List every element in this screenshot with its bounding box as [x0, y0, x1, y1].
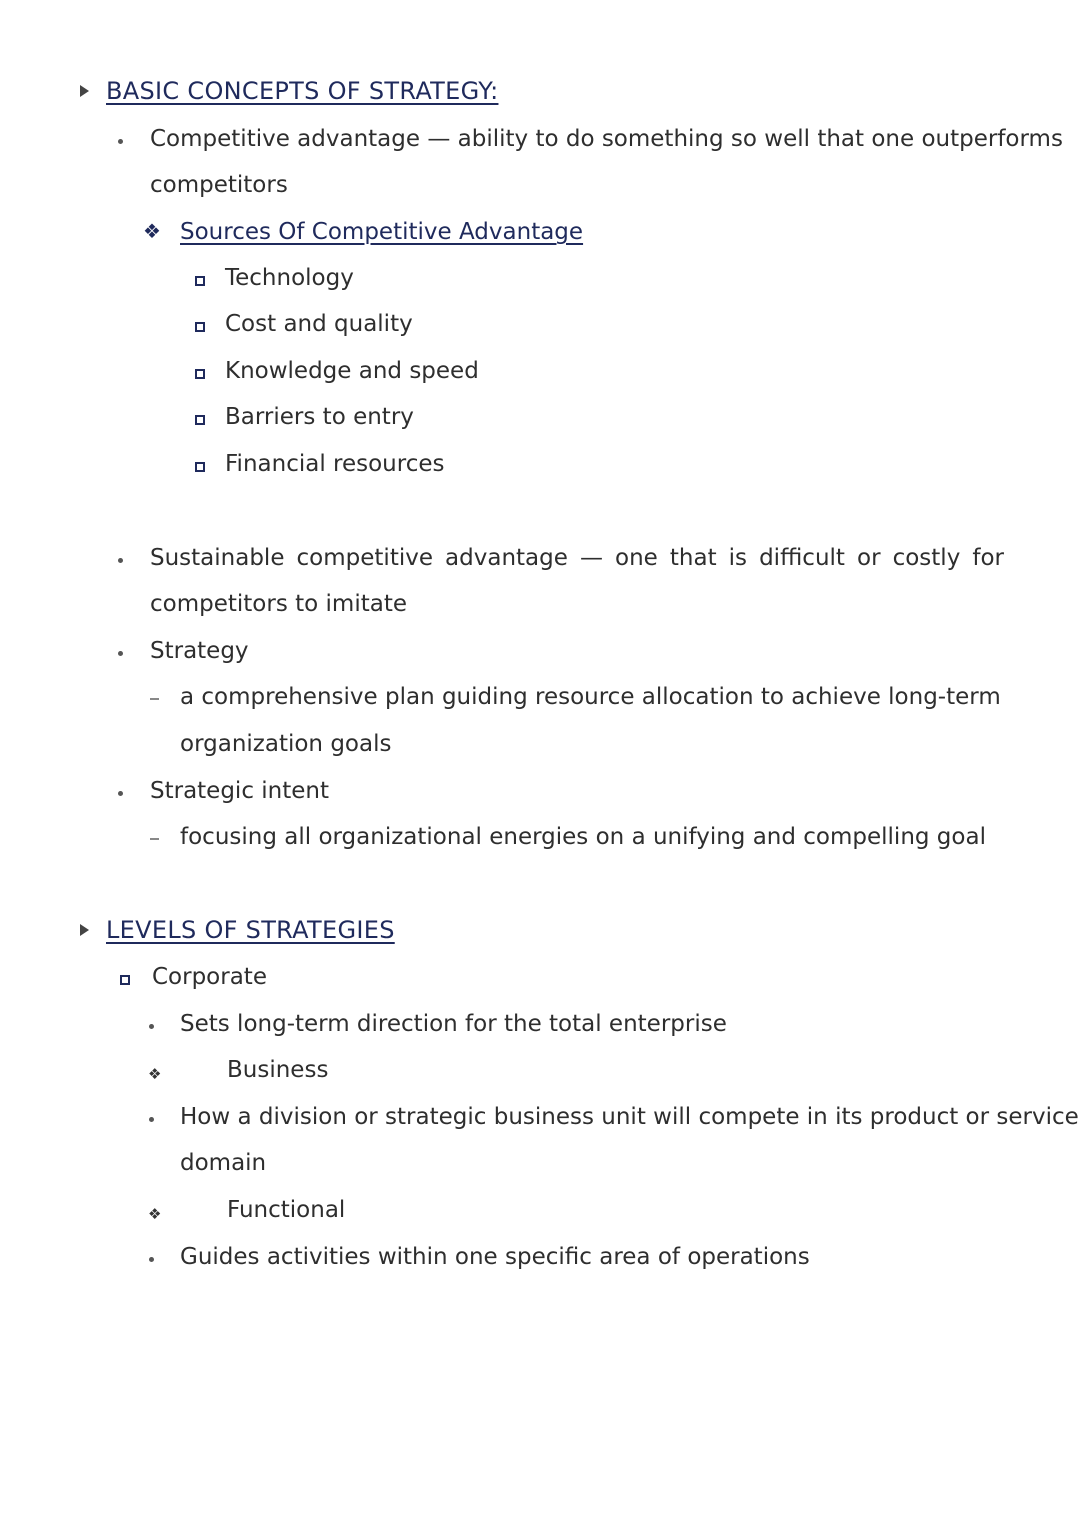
competitive-advantage-line2: competitors — [150, 172, 288, 198]
arrow-bullet-icon — [80, 924, 89, 936]
square-bullet-icon — [195, 369, 205, 379]
competitive-advantage-line1: Competitive advantage — ability to do something so well that one outperforms — [150, 126, 1063, 152]
strategy-term: Strategy — [150, 638, 249, 664]
four-diamond-bullet-icon: ❖ — [143, 219, 161, 243]
bullet-dot-icon — [118, 651, 123, 656]
source-item: Technology — [225, 265, 354, 291]
four-diamond-bullet-icon: ❖ — [148, 1205, 162, 1223]
strategic-intent-definition: focusing all organizational energies on a unifying and compelling goal — [180, 824, 986, 850]
functional-term: Functional — [227, 1197, 346, 1223]
dash-bullet-icon — [150, 838, 159, 840]
bullet-dot-icon — [149, 1117, 154, 1122]
section-heading-levels: LEVELS OF STRATEGIES — [106, 916, 395, 944]
square-bullet-icon — [195, 415, 205, 425]
source-item: Cost and quality — [225, 311, 413, 337]
sustainable-advantage-line1: Sustainable competitive advantage — one that is difficult or costly for — [150, 545, 1004, 571]
four-diamond-bullet-icon: ❖ — [148, 1065, 162, 1083]
business-definition-line1: How a division or strategic business unit will compete in its product or service — [180, 1104, 1079, 1130]
square-bullet-icon — [120, 975, 130, 985]
bullet-dot-icon — [149, 1024, 154, 1029]
bullet-dot-icon — [118, 139, 123, 144]
dash-bullet-icon — [150, 698, 159, 700]
strategic-intent-term: Strategic intent — [150, 778, 330, 804]
strategy-definition-line1: a comprehensive plan guiding resource allocation to achieve long-term — [180, 684, 1001, 710]
corporate-term: Corporate — [152, 964, 267, 990]
business-term: Business — [227, 1057, 329, 1083]
square-bullet-icon — [195, 322, 205, 332]
square-bullet-icon — [195, 462, 205, 472]
arrow-bullet-icon — [80, 85, 89, 97]
source-item: Knowledge and speed — [225, 358, 479, 384]
functional-definition: Guides activities within one specific area of operations — [180, 1244, 810, 1270]
bullet-dot-icon — [118, 558, 123, 563]
strategy-definition-line2: organization goals — [180, 731, 392, 757]
sustainable-advantage-line2: competitors to imitate — [150, 591, 407, 617]
bullet-dot-icon — [149, 1257, 154, 1262]
sources-heading: Sources Of Competitive Advantage — [180, 219, 584, 245]
bullet-dot-icon — [118, 791, 123, 796]
source-item: Barriers to entry — [225, 404, 414, 430]
section-heading-basic-concepts: BASIC CONCEPTS OF STRATEGY: — [106, 77, 499, 105]
source-item: Financial resources — [225, 451, 445, 477]
square-bullet-icon — [195, 276, 205, 286]
corporate-definition: Sets long-term direction for the total enterprise — [180, 1011, 727, 1037]
business-definition-line2: domain — [180, 1150, 267, 1176]
